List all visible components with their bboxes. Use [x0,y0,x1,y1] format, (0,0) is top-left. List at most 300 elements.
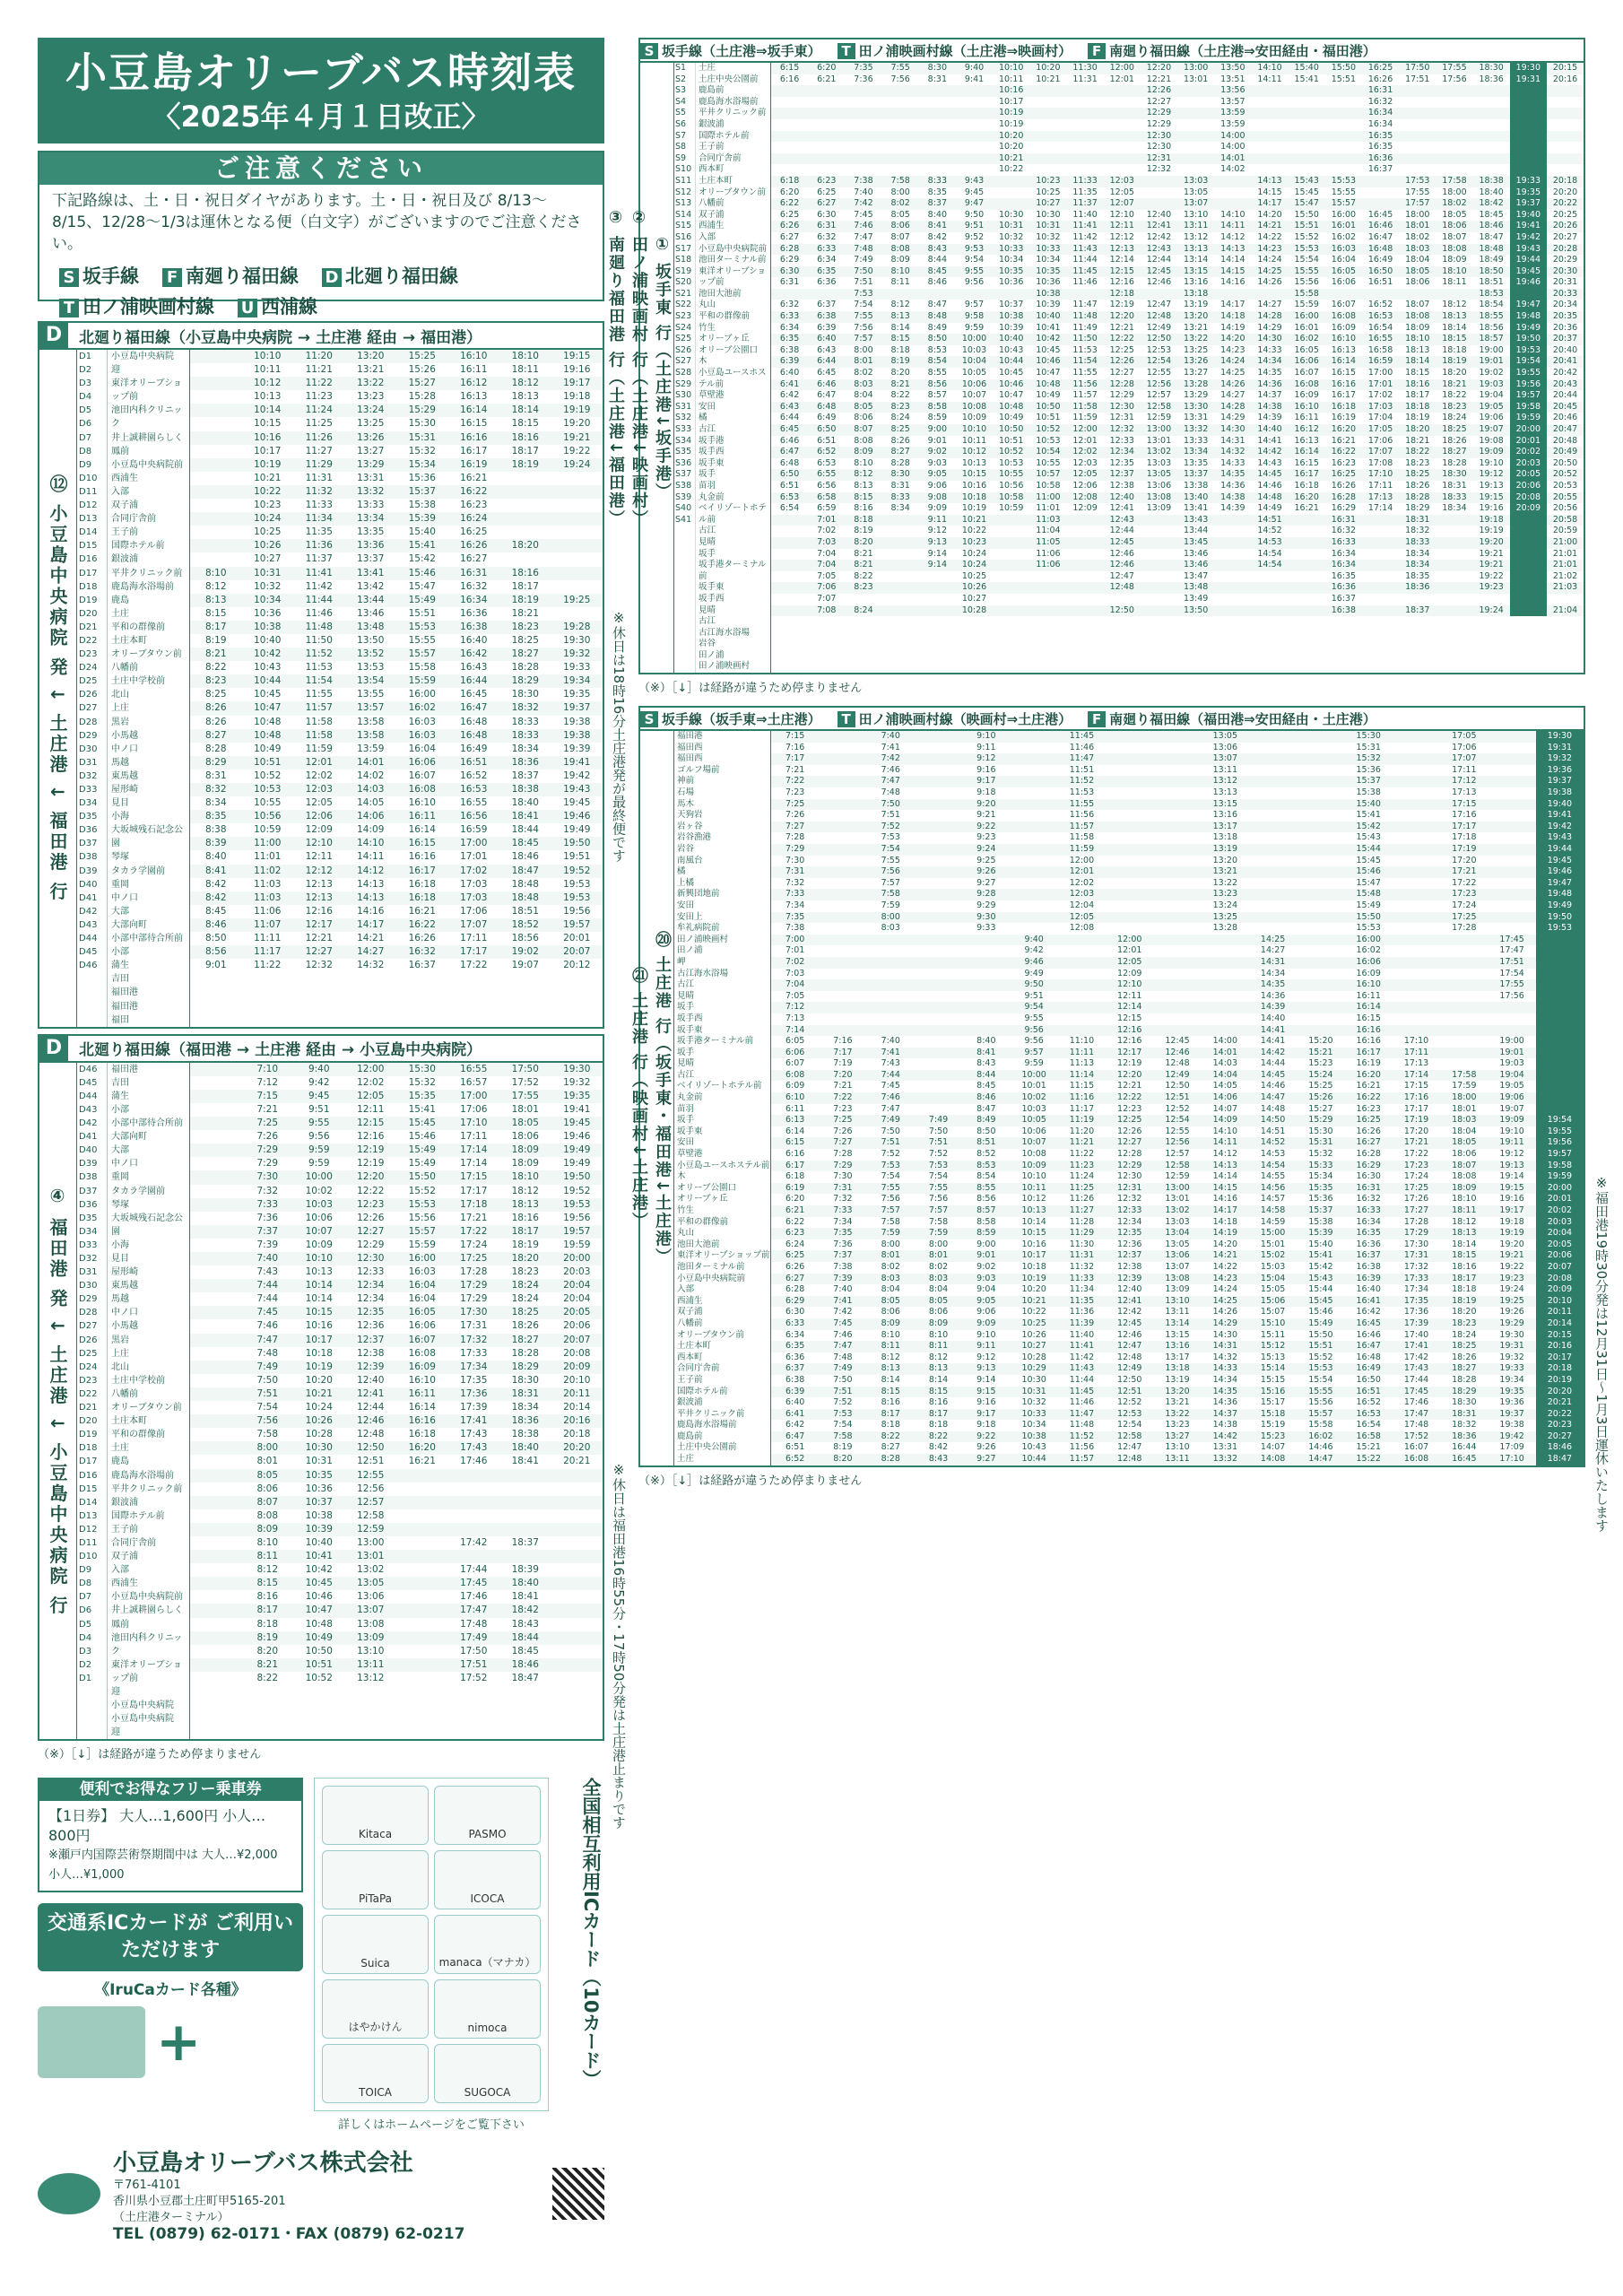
time-cell: 18:13 [511,1198,539,1210]
time-cell: 12:03 [305,784,333,795]
time-cell [1153,923,1201,935]
time-cell: 6:21 [785,1205,805,1215]
time-cell: 6:17 [785,1160,805,1170]
time-cell [1440,991,1488,1003]
time-cell [1510,131,1547,143]
time-cell [1249,787,1297,799]
time-cell: 20:36 [1552,322,1578,333]
time-cell: 16:14 [460,404,488,416]
time-cell [819,765,866,777]
time-cell: 8:15 [890,334,910,344]
time-cell: 11:50 [1072,334,1098,344]
time-cell: 8:18 [881,1420,900,1431]
time-cell: 19:57 [1510,390,1547,402]
time-cell: 10:46 [305,1591,333,1603]
stop-code: D31 [79,757,98,768]
time-cell: 17:23 [1452,889,1477,900]
time-cell: 10:13 [305,1266,333,1278]
time-cell [396,1509,448,1523]
time-cell: 6:23 [785,1228,805,1239]
time-cell: 12:29 [1146,108,1172,118]
time-cell: 18:28 [1452,1374,1477,1385]
time-cell [1251,97,1288,109]
route-key-icon: S [640,711,658,727]
time-cell: 8:25 [204,689,227,700]
time-cell: 17:21 [1452,866,1477,877]
time-cell [190,1090,242,1103]
time-cell: 7:48 [833,1352,853,1362]
time-cell [1297,957,1344,969]
table-row [771,1171,1584,1183]
time-cell: 8:56 [927,378,948,389]
time-cell: 7:04 [817,560,837,570]
stop-code: D32 [79,1254,98,1264]
stop-name: オリーブ公園口 [699,344,759,355]
time-cell: 10:10 [1021,1171,1046,1182]
time-cell [1251,571,1288,583]
time-cell: 14:53 [1257,536,1282,547]
time-cell: 6:25 [785,1250,805,1261]
time-cell: 10:12 [1021,1194,1046,1205]
stop-name: 国際ホテル前 [111,541,165,552]
time-cell: 8:17 [928,1408,949,1419]
time-cell [190,1577,242,1590]
stop-name: 琴塚 [111,852,129,863]
time-cell: 11:37 [1072,198,1098,209]
time-cell: 7:13 [785,1013,805,1023]
time-cell: 19:45 [563,797,591,809]
stop-code: D15 [79,1483,98,1494]
time-cell: 19:03 [1479,378,1504,389]
time-cell: 15:45 [408,1118,436,1129]
time-cell: 11:07 [254,918,282,930]
time-cell [1488,1013,1535,1025]
time-cell: 16:13 [1294,435,1319,446]
time-cell: 20:01 [563,933,591,944]
time-cell: 17:45 [1403,1386,1429,1396]
time-cell: 7:02 [785,956,805,967]
time-cell: 11:42 [1069,1352,1095,1362]
time-cell: 21:01 [1552,548,1578,559]
time-cell: 7:47 [256,1334,279,1345]
outbound-title [640,39,1584,63]
time-cell [1010,878,1057,890]
time-cell: 10:30 [1036,209,1061,220]
time-cell: 10:57 [1036,469,1061,480]
time-cell: 19:30 [1510,63,1547,74]
time-cell: 10:26 [961,582,987,593]
time-cell: 6:38 [785,1374,805,1385]
time-cell: 8:56 [204,946,227,958]
time-cell: 18:06 [1405,277,1430,288]
time-cell [190,363,242,377]
time-cell: 13:03 [1183,175,1209,186]
time-cell: 14:52 [1260,1137,1286,1148]
time-cell [396,1645,448,1658]
time-cell: 16:55 [1367,334,1393,344]
time-cell: 14:00 [1220,142,1245,152]
time-cell: 11:59 [1072,413,1098,423]
time-cell: 11:25 [1069,1182,1095,1193]
time-cell: 8:10 [854,457,873,468]
time-cell: 21:04 [1552,604,1578,615]
time-cell: 6:37 [817,300,837,310]
time-cell [1297,753,1344,765]
time-cell: 14:02 [357,770,385,781]
time-cell [962,979,1010,991]
time-cell [1289,131,1325,143]
time-cell: 14:31 [1260,956,1286,967]
time-cell [1393,832,1440,844]
stop-name: 北山 [111,1361,129,1372]
stop-code: D7 [79,432,92,443]
time-cell [190,1306,242,1319]
time-cell: 16:57 [460,1076,488,1088]
qr-code-icon[interactable] [552,2168,604,2220]
time-cell [1536,1070,1584,1082]
time-cell: 11:48 [1069,1420,1095,1431]
time-cell: 9:47 [964,198,985,209]
time-cell [551,1536,603,1550]
time-cell [1177,97,1214,109]
time-cell: 12:21 [1117,1081,1142,1091]
time-cell: 13:14 [1183,255,1209,265]
time-cell [1141,289,1177,300]
time-cell: 9:58 [964,311,985,322]
time-cell [1106,878,1153,890]
stop-code: D24 [79,1361,98,1372]
stop-code: S2 [675,74,687,84]
time-cell: 15:53 [408,1198,436,1210]
time-cell [1010,810,1057,822]
time-cell [190,1265,242,1279]
time-cell: 14:17 [1257,198,1282,209]
time-cell: 18:28 [511,662,539,674]
time-cell: 19:35 [563,689,591,700]
time-cell: 14:43 [1257,457,1282,468]
time-cell: 11:01 [1036,503,1061,514]
time-cell [819,810,866,822]
time-cell: 19:19 [1479,526,1504,536]
time-cell [1440,969,1488,980]
time-cell: 16:35 [1367,130,1393,141]
stop-code: S11 [675,175,692,186]
time-cell [1177,164,1214,176]
time-cell: 16:00 [408,1253,436,1264]
time-cell [1393,799,1440,811]
table-row [190,1387,603,1401]
time-cell: 8:30 [927,63,948,73]
time-cell: 11:17 [1069,1103,1095,1114]
time-cell: 6:48 [817,401,837,412]
time-cell: 20:44 [1552,390,1578,401]
time-cell: 17:15 [1452,798,1477,809]
time-cell: 20:07 [563,1334,591,1345]
table-row [771,469,1584,481]
time-cell: 16:24 [460,513,488,525]
time-cell [819,945,866,957]
time-cell: 16:18 [1331,401,1357,412]
time-cell: 10:48 [254,716,282,727]
time-cell: 11:47 [1069,1408,1095,1419]
time-cell: 7:53 [881,832,900,843]
stop-name: 岩谷 [677,844,695,854]
time-cell [1153,799,1201,811]
time-cell: 15:41 [1308,1250,1333,1261]
stop-name: オリーブタウン前 [111,649,182,660]
time-cell [1488,912,1535,924]
time-cell: 14:36 [1212,1397,1238,1408]
time-cell: 17:31 [460,1320,488,1332]
ic-card-logo: Suica [322,1915,429,1974]
table-row [771,878,1584,890]
time-cell: 9:12 [927,526,948,536]
time-cell [1067,85,1104,97]
time-cell: 6:59 [817,503,837,514]
route-text: 坂手線（坂手東⇒土庄港） [662,710,821,727]
time-cell: 18:53 [1479,288,1504,299]
time-cell: 18:20 [1452,1307,1477,1318]
stop-name: オリーブタウン前 [699,187,766,197]
time-cell: 12:02 [1072,447,1098,457]
time-cell: 19:07 [511,960,539,971]
time-cell: 9:56 [308,1131,330,1143]
time-cell: 14:28 [1220,401,1245,412]
route-legend-item [238,292,317,319]
time-cell: 13:37 [1183,469,1209,480]
time-cell: 10:29 [1021,1363,1046,1374]
time-cell: 18:21 [511,607,539,619]
time-cell: 7:58 [890,175,910,186]
time-cell: 12:27 [305,946,333,958]
table-row [771,979,1584,991]
time-cell: 8:06 [854,413,873,423]
stop-code: D29 [79,730,98,741]
time-cell [1536,935,1584,946]
time-cell: 7:04 [817,548,837,559]
time-cell: 16:21 [408,1456,436,1467]
stop-code: D16 [79,554,98,565]
time-cell: 10:21 [254,472,282,483]
time-cell: 16:26 [1331,480,1357,491]
stop-code: D13 [79,1510,98,1521]
time-cell: 15:50 [408,1171,436,1183]
time-cell: 9:45 [308,1090,330,1101]
time-cell: 14:49 [1257,503,1282,514]
time-cell: 12:00 [1117,934,1142,944]
table-row [771,323,1584,335]
stop-name: 坂手東 [677,1024,703,1035]
time-cell: 15:47 [408,580,436,592]
time-cell: 16:10 [1294,401,1319,412]
time-cell: 16:53 [1356,1408,1381,1419]
time-cell [962,1013,1010,1025]
time-cell [1010,832,1057,844]
time-cell: 12:20 [1146,63,1172,73]
time-cell: 16:58 [1356,1431,1381,1441]
time-cell: 15:57 [408,648,436,660]
time-cell: 17:18 [1452,832,1477,843]
time-cell: 19:05 [1499,1081,1524,1091]
time-cell: 13:22 [1183,334,1209,344]
time-cell [1297,969,1344,980]
time-cell: 16:17 [408,865,436,876]
time-cell: 18:38 [1479,175,1504,186]
time-cell: 10:19 [254,458,282,470]
time-cell: 18:14 [1442,322,1467,333]
time-cell [1473,97,1510,109]
time-cell [1067,515,1104,526]
time-cell: 15:40 [1294,63,1319,73]
time-cell [1289,549,1325,561]
time-cell: 10:30 [999,209,1024,220]
time-cell: 6:48 [779,457,800,468]
time-cell: 17:06 [1367,435,1393,446]
stop-code: S35 [675,447,692,457]
time-cell [1106,912,1153,924]
time-cell: 7:42 [833,1307,853,1318]
time-cell: 10:07 [961,390,987,401]
time-cell: 17:10 [1403,1036,1429,1047]
time-cell: 19:24 [563,458,591,470]
table-row [771,731,1584,743]
time-cell [551,539,603,552]
time-cell: 18:16 [1405,378,1430,389]
free-pass-box: 便利でお得なフリー乗車券 【1日券】 大人…1,600円 小人…800円 ※瀬戸内国際芸術祭期間中は 大人…¥2,000 小人…¥1,000 交通系ICカードが ご利用いただけます 《IruCaカード各種》 + [38,1778,303,2132]
time-cell: 15:26 [408,364,436,376]
table-row [190,552,603,566]
stop-name: 土庄本町 [677,1341,712,1352]
stop-code: D30 [79,1281,98,1292]
stop-code: S28 [675,368,692,378]
table-row [190,390,603,404]
stop-name: 北山 [111,690,129,700]
time-cell [1289,153,1325,165]
time-cell: 13:56 [1220,85,1245,96]
time-cell: 8:04 [928,1284,949,1295]
time-cell: 16:23 [1356,1103,1381,1114]
time-cell: 10:49 [254,743,282,754]
time-cell [1510,142,1547,153]
time-cell: 7:37 [256,1225,279,1237]
time-cell: 9:04 [976,1284,996,1295]
time-cell [808,108,845,119]
time-cell: 18:23 [1405,457,1430,468]
stop-code: D5 [79,405,92,416]
time-cell: 9:40 [1024,934,1044,944]
time-cell [190,1672,242,1685]
time-cell: 20:08 [563,1347,591,1359]
stop-code: S21 [675,288,692,299]
time-cell: 10:39 [1036,300,1061,310]
time-cell [1440,1025,1488,1037]
time-cell: 8:13 [890,311,910,322]
stop-code: D33 [79,785,98,795]
table-row [771,1183,1584,1195]
time-cell: 19:21 [1479,548,1504,559]
stop-code: S37 [675,469,692,480]
time-cell: 16:34 [1331,548,1357,559]
time-cell: 19:35 [1510,187,1547,199]
stop-code: D16 [79,1470,98,1481]
time-cell [1536,957,1584,969]
table-row [771,1217,1584,1229]
time-cell: 19:42 [563,770,591,781]
time-cell: 17:11 [1452,764,1477,775]
table-row [771,765,1584,777]
time-cell: 10:16 [999,85,1024,96]
time-cell: 12:42 [1117,1307,1142,1318]
time-cell: 13:30 [1183,401,1209,412]
stop-code: D36 [79,1199,98,1210]
stop-code: D20 [79,608,98,619]
time-cell [1289,526,1325,537]
time-cell: 16:11 [1294,413,1319,423]
route-segment [1088,709,1376,728]
time-cell [190,431,242,445]
time-cell: 13:41 [1183,503,1209,514]
time-cell: 13:06 [1212,742,1238,752]
time-cell: 18:03 [1452,1115,1477,1126]
stop-name: 銀波浦 [677,1397,703,1408]
route-legend-item [59,262,139,289]
time-cell: 16:03 [1331,243,1357,254]
time-cell: 15:15 [1260,1374,1286,1385]
time-cell: 16:10 [408,1374,436,1386]
time-cell: 11:00 [254,838,282,849]
time-cell [499,485,551,499]
time-cell: 10:55 [999,469,1024,480]
stop-name: 見目 [111,798,129,809]
time-cell: 7:30 [833,1171,853,1182]
time-cell: 16:16 [1356,1036,1381,1047]
stop-name: 竹生 [677,1205,695,1215]
time-cell: 6:20 [817,63,837,73]
time-cell: 15:51 [1294,221,1319,231]
time-cell: 9:57 [1024,1047,1044,1057]
time-cell [882,515,919,526]
time-cell: 8:11 [890,277,910,288]
time-cell: 18:40 [1479,187,1504,197]
time-cell: 18:38 [511,784,539,795]
table-row [190,1361,603,1374]
time-cell: 8:39 [204,838,227,849]
time-cell: 14:00 [1220,130,1245,141]
time-cell: 17:30 [1403,1239,1429,1249]
time-cell: 18:25 [1442,424,1467,434]
time-cell [882,571,919,583]
time-cell: 8:01 [256,1456,279,1467]
time-cell: 8:07 [256,1496,279,1508]
time-cell [1067,164,1104,176]
time-cell: 18:46 [511,1658,539,1670]
time-cell [919,289,956,300]
time-cell: 19:48 [1510,311,1547,323]
time-cell: 17:48 [1403,1420,1429,1431]
stop-name: 東洋オリーブショップ前 [111,378,182,403]
table-row [771,1442,1584,1454]
time-cell [1393,731,1440,743]
time-cell [1249,810,1297,822]
time-cell [1393,1002,1440,1013]
time-cell: 16:16 [1356,1024,1381,1035]
time-cell: 20:45 [1552,401,1578,412]
time-cell [1510,153,1547,165]
time-cell [1010,776,1057,787]
time-cell: 11:31 [305,472,333,483]
time-cell: 14:06 [1212,1092,1238,1103]
time-cell [1510,571,1547,583]
